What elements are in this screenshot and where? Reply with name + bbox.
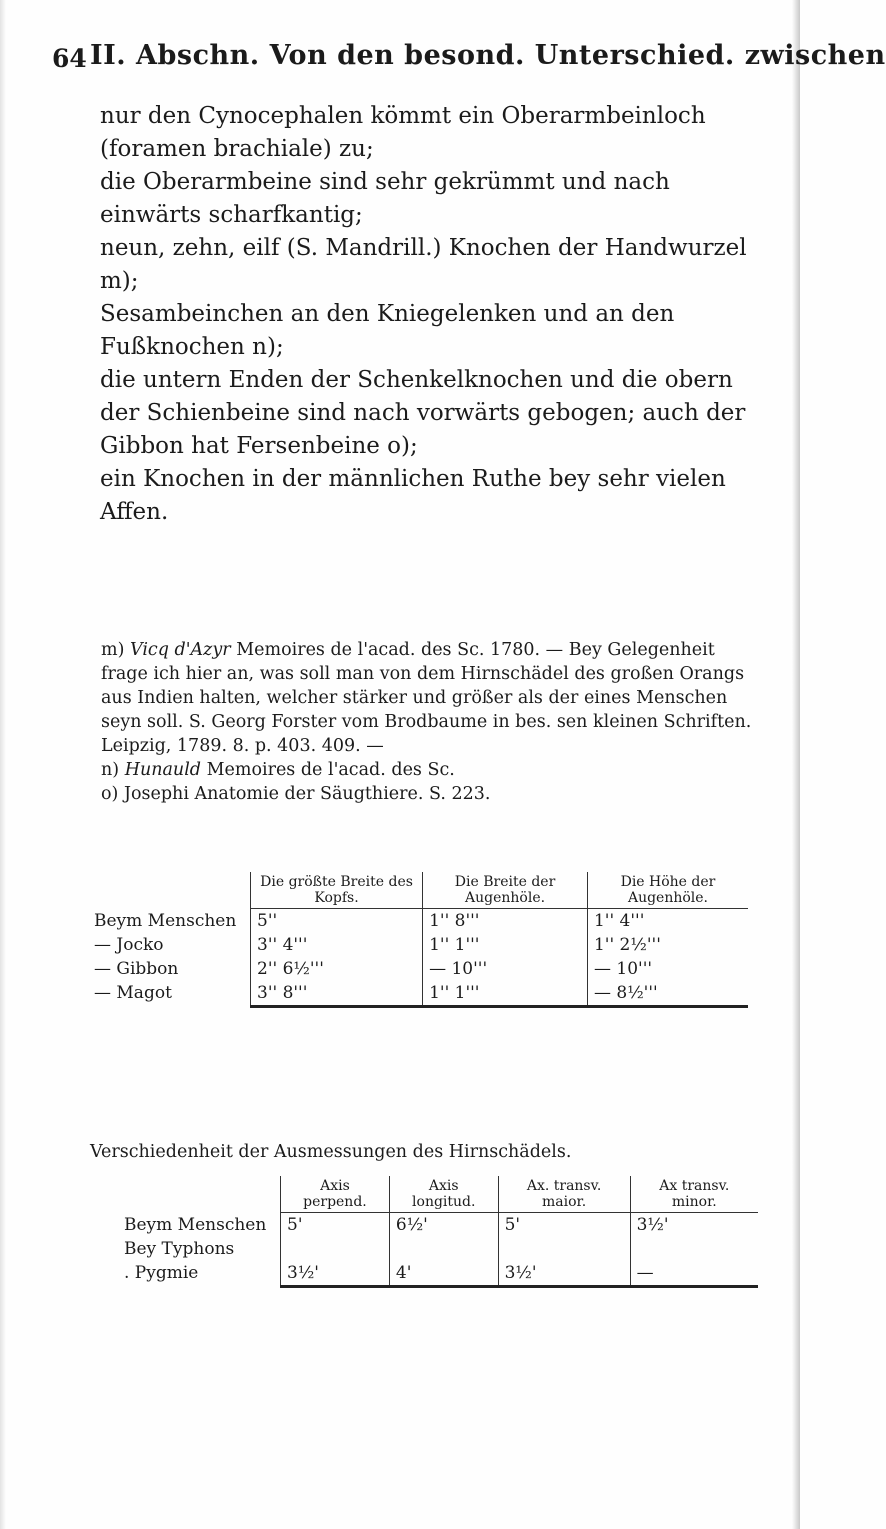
table-cell: 3'' 8''' bbox=[251, 981, 423, 1007]
table-cell: 1'' 1''' bbox=[423, 933, 588, 957]
row-label: — Jocko bbox=[94, 935, 164, 955]
column-header: Die größte Breite des Kopfs. bbox=[251, 872, 423, 909]
paragraph: die Oberarmbeine sind sehr gekrümmt und nach einwärts scharfkantig; bbox=[100, 169, 670, 228]
paragraph: neun, zehn, eilf (S. Mandrill.) Knochen der Handwurzel m); bbox=[100, 235, 747, 294]
footnote-label: m) bbox=[101, 640, 125, 660]
column-header: Die Breite der Augenhöle. bbox=[423, 872, 588, 909]
footnote-m bbox=[75, 638, 755, 758]
table-cell: 1'' 4''' bbox=[587, 909, 748, 934]
paragraph: Sesambeinchen an den Kniegelenken und an den Fußknochen n); bbox=[100, 301, 675, 360]
row-label: Beym Menschen bbox=[124, 1214, 267, 1235]
main-text bbox=[100, 100, 750, 529]
table-cell: — bbox=[630, 1261, 758, 1287]
paragraph: ein Knochen in der männlichen Ruthe bey sehr vielen Affen. bbox=[100, 466, 726, 525]
column-header: Ax transv. minor. bbox=[630, 1176, 758, 1213]
table-cell: 5' bbox=[281, 1213, 390, 1238]
page-number: 64 bbox=[52, 44, 87, 73]
table-cell bbox=[498, 1237, 630, 1261]
table-cell: 1'' 2½''' bbox=[587, 933, 748, 957]
table-cell: 2'' 6½''' bbox=[251, 957, 423, 981]
table-cell bbox=[389, 1237, 498, 1261]
table-row bbox=[88, 957, 748, 981]
table-cell: 3½' bbox=[498, 1261, 630, 1287]
table-cell: 5'' bbox=[251, 909, 423, 934]
column-header: Axis perpend. bbox=[281, 1176, 390, 1213]
page-header bbox=[52, 40, 886, 80]
row-label: — Magot bbox=[94, 983, 172, 1003]
table-cell: — 10''' bbox=[587, 957, 748, 981]
table-row bbox=[88, 933, 748, 957]
table-cell: 3½' bbox=[281, 1261, 390, 1287]
table-row bbox=[88, 909, 748, 934]
table-cell: 3½' bbox=[630, 1213, 758, 1238]
table-row bbox=[118, 1213, 758, 1238]
paragraph: die untern Enden der Schenkelknochen und die obern der Schienbeine sind nach vorwärts gebogen; auch der Gibbon hat Fersenbeine o); bbox=[100, 367, 746, 459]
footnote-o bbox=[75, 782, 755, 806]
table-cell: — 8½''' bbox=[587, 981, 748, 1007]
paragraph: nur den Cynocephalen kömmt ein Oberarmbeinloch (foramen brachiale) zu; bbox=[100, 103, 706, 162]
column-header: Die Höhe der Augenhöle. bbox=[587, 872, 748, 909]
footnote-text: Memoires de l'acad. des Sc. bbox=[206, 760, 455, 780]
footnote-label: n) bbox=[101, 760, 120, 780]
footnote-text: Anatomie der Säugthiere. S. 223. bbox=[194, 784, 491, 804]
row-label: Beym Menschen bbox=[94, 910, 237, 931]
table-cell: — 10''' bbox=[423, 957, 588, 981]
column-header: Ax. transv. maior. bbox=[498, 1176, 630, 1213]
footnote-author: Hunauld bbox=[124, 760, 201, 780]
table-cell: 3'' 4''' bbox=[251, 933, 423, 957]
footnote-label: o) bbox=[101, 784, 119, 804]
table-cell: 1'' 1''' bbox=[423, 981, 588, 1007]
scan-shadow-left bbox=[0, 0, 6, 1529]
cranium-measurement-table bbox=[118, 1176, 758, 1288]
table-caption: Verschiedenheit der Ausmessungen des Hirnschädels. bbox=[90, 1142, 572, 1162]
scan-shadow-right bbox=[792, 0, 800, 1529]
footnote-n bbox=[75, 758, 755, 782]
row-label: . Pygmie bbox=[124, 1263, 199, 1283]
row-label: Bey Typhons bbox=[124, 1239, 235, 1259]
footnote-author: Vicq d'Azyr bbox=[130, 640, 231, 660]
table-row bbox=[118, 1237, 758, 1261]
table-cell: 6½' bbox=[389, 1213, 498, 1238]
table-row bbox=[88, 981, 748, 1007]
column-header: Axis longitud. bbox=[389, 1176, 498, 1213]
footnote-text: Memoires de l'acad. des Sc. 1780. — Bey Gelegenheit frage ich hier an, was soll man von dem Hirnschädel des großen Orangs aus Indien halten, welcher stärker und größer als der eines Menschen seyn soll. S. Georg Forster vom Brodbaume in bes. sen kleinen Schriften. Leipzig, 1789. 8. p. 403. 409. — bbox=[101, 640, 752, 756]
table-cell: 5' bbox=[498, 1213, 630, 1238]
table-row bbox=[118, 1261, 758, 1287]
table-cell bbox=[281, 1237, 390, 1261]
table-cell: 1'' 8''' bbox=[423, 909, 588, 934]
footnotes bbox=[75, 638, 755, 806]
table-cell: 4' bbox=[389, 1261, 498, 1287]
footnote-author: Josephi bbox=[123, 784, 189, 804]
row-label: — Gibbon bbox=[94, 959, 179, 979]
running-head: II. Abschn. Von den besond. Unterschied. zwischen bbox=[90, 40, 886, 71]
table-cell bbox=[630, 1237, 758, 1261]
skull-measurement-table bbox=[88, 872, 748, 1008]
